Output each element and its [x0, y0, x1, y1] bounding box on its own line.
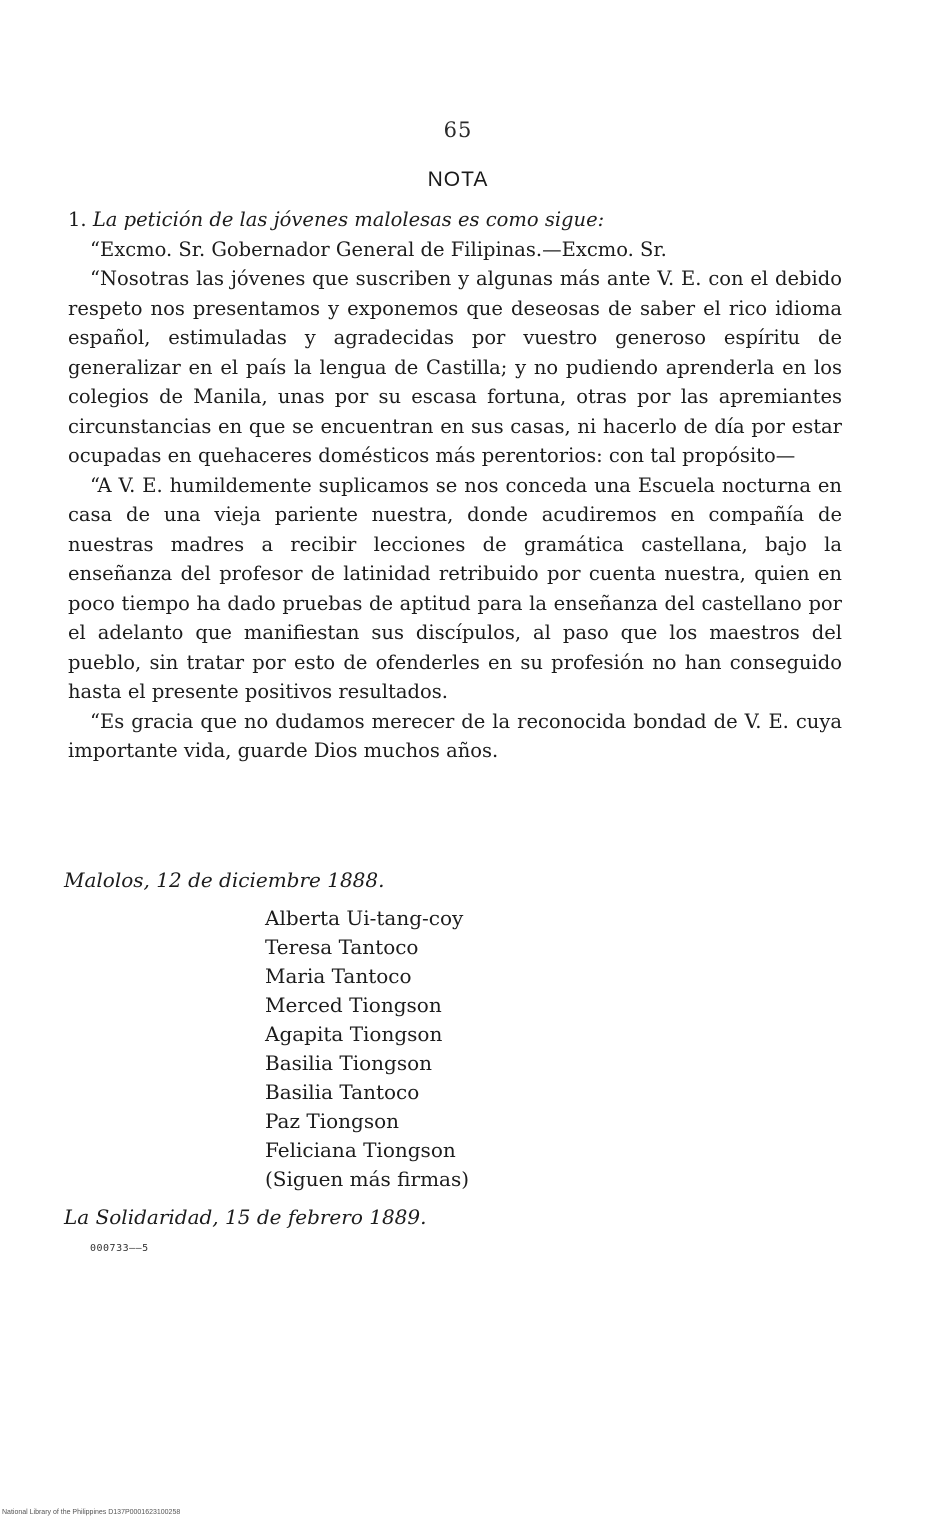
note-lead: La petición de las jóvenes malolesas es como sigue: — [92, 208, 605, 231]
signature-4: Merced Tiongson — [265, 993, 442, 1017]
signature-3: Maria Tantoco — [265, 964, 412, 988]
letter-paragraph-1: “Nosotras las jóvenes que suscriben y algunas más ante V. E. con el debido respeto nos presentamos y exponemos que deseosas de saber el rico idioma español, estimuladas y agradecidas por vuestro generoso espíritu de generalizar en el país la lengua de Castilla; y no pudiendo aprenderla en los colegios de Manila, unas por su escasa fortuna, otras por las apremiantes circunstancias en que se encuentran en sus casas, ni hacerlo de día por estar ocupadas en quehaceres domésticos más perentorios: con tal propósito— — [68, 267, 842, 467]
signature-more: (Siguen más firmas) — [265, 1167, 470, 1191]
letter-dateline: Malolos, 12 de diciembre 1888. — [64, 868, 385, 892]
letter-paragraph-2: “A V. E. humildemente suplicamos se nos conceda una Escuela nocturna en casa de una vieja pariente nuestra, donde acudiremos en compañía de nuestras madres a recibir lecciones de gramática castellana, bajo la enseñanza del profesor de latinidad retribuido por cuenta nuestra, quien en poco tiempo ha dado pruebas de aptitud para la enseñanza del castellano por el adelanto que manifiestan sus discípulos, al paso que los maestros del pueblo, sin tratar por esto de ofenderles en su profesión no han conseguido hasta el presente positivos resultados. — [68, 473, 842, 703]
print-code: 000733——5 — [90, 1243, 149, 1254]
library-footer: National Library of the Philippines D137P0001623100258 — [2, 1509, 181, 1516]
source-citation: La Solidaridad, 15 de febrero 1889. — [64, 1205, 427, 1229]
letter-paragraph-3: “Es gracia que no dudamos merecer de la reconocida bondad de V. E. cuya importante vida, guarde Dios muchos años. — [68, 709, 842, 762]
signature-1: Alberta Ui-tang-coy — [265, 906, 464, 930]
signature-9: Feliciana Tiongson — [265, 1138, 456, 1162]
note-intro — [68, 205, 842, 235]
signature-7: Basilia Tantoco — [265, 1080, 420, 1104]
signature-6: Basilia Tiongson — [265, 1051, 433, 1075]
signature-2: Teresa Tantoco — [265, 935, 419, 959]
signature-list — [265, 904, 469, 1194]
letter-salutation: “Excmo. Sr. Gobernador General de Filipinas.—Excmo. Sr. — [90, 237, 667, 261]
page-heading: NOTA — [427, 168, 489, 191]
note-number: 1. — [68, 208, 87, 231]
note-body — [68, 205, 842, 766]
signature-8: Paz Tiongson — [265, 1109, 400, 1133]
page-number: 65 — [443, 118, 473, 142]
signature-5: Agapita Tiongson — [265, 1022, 443, 1046]
